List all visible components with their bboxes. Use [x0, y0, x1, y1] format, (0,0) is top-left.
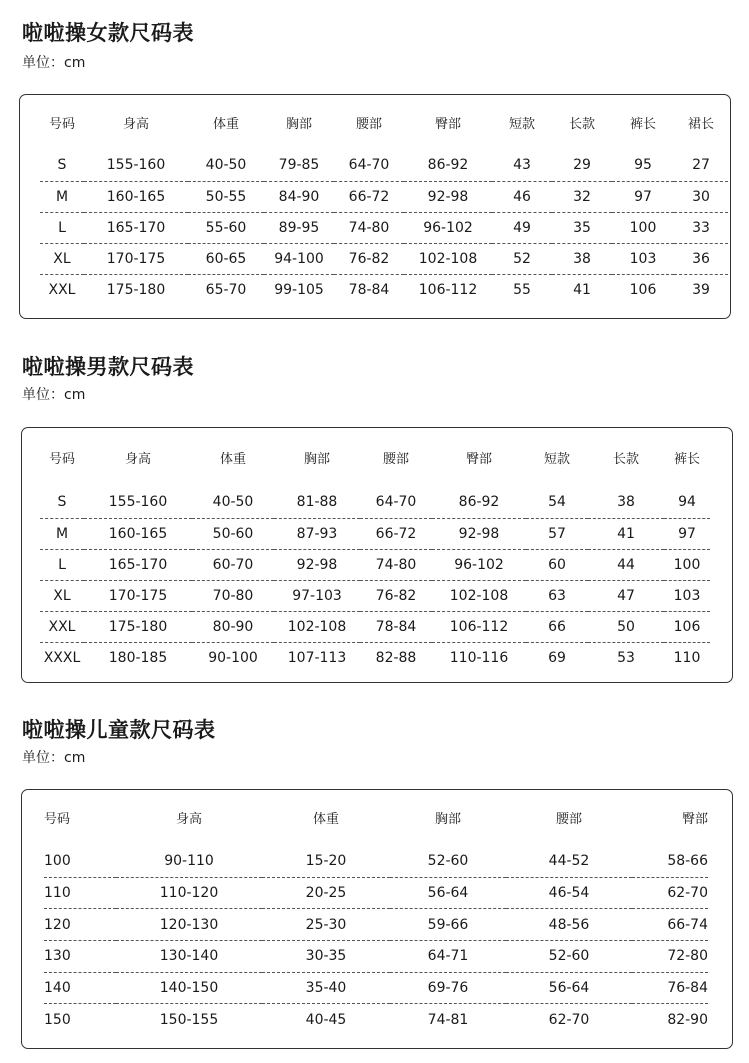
measurement-cell: 54: [548, 494, 566, 511]
measurement-cell: 74-81: [390, 1004, 506, 1036]
measurement-cell: 120-130: [116, 909, 262, 941]
measurement-cell: 55-60: [188, 212, 264, 243]
column-header: 号码: [44, 811, 71, 827]
measurement-cell: 60-70: [192, 549, 274, 580]
column-header: 腰部: [355, 116, 382, 132]
measurement-cell: 70-80: [192, 580, 274, 611]
kids-header-row: [44, 802, 708, 832]
measurement-cell: 39: [674, 274, 728, 305]
column-header: 裤长: [629, 116, 656, 132]
measurement-cell: 35-40: [262, 972, 390, 1004]
measurement-cell: 43: [513, 157, 531, 174]
size-cell: S: [57, 494, 67, 511]
measurement-cell: 38: [552, 243, 612, 274]
size-cell: M: [40, 518, 84, 549]
measurement-cell: 50-55: [188, 181, 264, 212]
measurement-cell: 94: [678, 494, 696, 511]
measurement-cell: 29: [573, 157, 591, 174]
column-header: 号码: [48, 116, 75, 132]
measurement-cell: 102-108: [404, 243, 492, 274]
measurement-cell: 99-105: [264, 274, 334, 305]
measurement-cell: 92-98: [432, 518, 526, 549]
women-unit-label: 单位：cm: [22, 55, 86, 71]
measurement-cell: 66: [526, 611, 588, 642]
measurement-cell: 36: [674, 243, 728, 274]
table-row: [40, 212, 728, 243]
measurement-cell: 106: [664, 611, 710, 642]
men-unit-label: 单位：cm: [22, 387, 86, 403]
table-row: [40, 138, 728, 181]
measurement-cell: 97: [664, 518, 710, 549]
measurement-cell: 82-88: [360, 642, 432, 673]
size-cell: S: [57, 157, 67, 174]
table-row: [44, 909, 708, 941]
measurement-cell: 60-65: [188, 243, 264, 274]
measurement-cell: 102-108: [274, 611, 360, 642]
measurement-cell: 47: [588, 580, 664, 611]
measurement-cell: 52-60: [427, 852, 469, 869]
table-row: [44, 940, 708, 972]
column-header: 体重: [219, 451, 246, 467]
measurement-cell: 86-92: [458, 494, 500, 511]
measurement-cell: 165-170: [84, 212, 188, 243]
column-header: 裙长: [687, 116, 714, 132]
table-row: [40, 580, 710, 611]
measurement-cell: 66-72: [360, 518, 432, 549]
measurement-cell: 74-80: [334, 212, 404, 243]
measurement-cell: 175-180: [84, 611, 192, 642]
measurement-cell: 106: [612, 274, 674, 305]
measurement-cell: 92-98: [404, 181, 492, 212]
measurement-cell: 103: [664, 580, 710, 611]
measurement-cell: 66-74: [632, 909, 708, 941]
measurement-cell: 44-52: [548, 852, 590, 869]
measurement-cell: 20-25: [262, 877, 390, 909]
measurement-cell: 27: [692, 157, 710, 174]
column-header: 身高: [124, 451, 151, 467]
column-header: 号码: [48, 451, 75, 467]
size-cell: 110: [44, 877, 116, 909]
column-header: 长款: [568, 116, 595, 132]
men-size-table: [40, 442, 710, 673]
column-header: 体重: [212, 116, 239, 132]
measurement-cell: 69: [526, 642, 588, 673]
column-header: 臀部: [681, 811, 708, 827]
column-header: 腰部: [382, 451, 409, 467]
measurement-cell: 50: [588, 611, 664, 642]
measurement-cell: 110: [664, 642, 710, 673]
kids-size-chart-title: 啦啦操儿童款尺码表: [22, 718, 216, 742]
table-row: [40, 518, 710, 549]
measurement-cell: 15-20: [305, 852, 347, 869]
measurement-cell: 107-113: [274, 642, 360, 673]
measurement-cell: 46: [492, 181, 552, 212]
kids-unit-label: 单位：cm: [22, 750, 86, 766]
measurement-cell: 40-50: [212, 494, 254, 511]
column-header: 胸部: [285, 116, 312, 132]
column-header: 短款: [508, 116, 535, 132]
size-cell: XXL: [40, 274, 84, 305]
measurement-cell: 81-88: [296, 494, 338, 511]
measurement-cell: 175-180: [84, 274, 188, 305]
column-header: 短款: [543, 451, 570, 467]
measurement-cell: 40-45: [262, 1004, 390, 1036]
measurement-cell: 100: [664, 549, 710, 580]
measurement-cell: 84-90: [264, 181, 334, 212]
measurement-cell: 106-112: [404, 274, 492, 305]
column-header: 臀部: [434, 116, 461, 132]
measurement-cell: 90-110: [164, 852, 214, 869]
measurement-cell: 86-92: [427, 157, 469, 174]
men-size-chart-title: 啦啦操男款尺码表: [22, 355, 194, 379]
women-size-table: [40, 106, 728, 305]
column-header: 身高: [175, 811, 202, 827]
measurement-cell: 57: [526, 518, 588, 549]
measurement-cell: 80-90: [192, 611, 274, 642]
measurement-cell: 63: [526, 580, 588, 611]
measurement-cell: 33: [674, 212, 728, 243]
table-row: [44, 972, 708, 1004]
measurement-cell: 41: [552, 274, 612, 305]
size-cell: M: [40, 181, 84, 212]
measurement-cell: 74-80: [360, 549, 432, 580]
measurement-cell: 40-50: [205, 157, 247, 174]
table-row: [44, 1004, 708, 1036]
measurement-cell: 64-70: [375, 494, 417, 511]
size-cell: L: [40, 212, 84, 243]
column-header: 腰部: [555, 811, 582, 827]
measurement-cell: 48-56: [506, 909, 632, 941]
measurement-cell: 155-160: [108, 494, 168, 511]
measurement-cell: 35: [552, 212, 612, 243]
size-cell: 130: [44, 940, 116, 972]
measurement-cell: 78-84: [360, 611, 432, 642]
measurement-cell: 65-70: [188, 274, 264, 305]
measurement-cell: 25-30: [262, 909, 390, 941]
measurement-cell: 76-82: [334, 243, 404, 274]
measurement-cell: 44: [588, 549, 664, 580]
measurement-cell: 96-102: [404, 212, 492, 243]
measurement-cell: 62-70: [506, 1004, 632, 1036]
measurement-cell: 59-66: [390, 909, 506, 941]
measurement-cell: 102-108: [432, 580, 526, 611]
measurement-cell: 170-175: [84, 580, 192, 611]
table-row: [44, 877, 708, 909]
table-row: [40, 549, 710, 580]
column-header: 胸部: [434, 811, 461, 827]
measurement-cell: 106-112: [432, 611, 526, 642]
measurement-cell: 140-150: [116, 972, 262, 1004]
table-row: [40, 642, 710, 673]
measurement-cell: 160-165: [84, 181, 188, 212]
measurement-cell: 160-165: [84, 518, 192, 549]
measurement-cell: 69-76: [390, 972, 506, 1004]
measurement-cell: 52-60: [506, 940, 632, 972]
size-cell: L: [40, 549, 84, 580]
measurement-cell: 62-70: [632, 877, 708, 909]
measurement-cell: 64-71: [390, 940, 506, 972]
measurement-cell: 58-66: [667, 852, 708, 869]
measurement-cell: 38: [617, 494, 635, 511]
column-header: 身高: [122, 116, 149, 132]
measurement-cell: 66-72: [334, 181, 404, 212]
size-cell: 120: [44, 909, 116, 941]
women-header-row: [40, 106, 728, 138]
column-header: 胸部: [303, 451, 330, 467]
measurement-cell: 103: [612, 243, 674, 274]
measurement-cell: 97-103: [274, 580, 360, 611]
measurement-cell: 50-60: [192, 518, 274, 549]
table-row: [40, 472, 710, 518]
measurement-cell: 130-140: [116, 940, 262, 972]
size-cell: XXL: [40, 611, 84, 642]
measurement-cell: 53: [588, 642, 664, 673]
column-header: 长款: [612, 451, 639, 467]
measurement-cell: 94-100: [264, 243, 334, 274]
size-cell: XL: [40, 243, 84, 274]
measurement-cell: 78-84: [334, 274, 404, 305]
column-header: 臀部: [465, 451, 492, 467]
table-row: [40, 181, 728, 212]
measurement-cell: 90-100: [192, 642, 274, 673]
women-size-chart-title: 啦啦操女款尺码表: [22, 21, 194, 45]
table-row: [40, 274, 728, 305]
measurement-cell: 180-185: [84, 642, 192, 673]
measurement-cell: 92-98: [274, 549, 360, 580]
size-cell: 150: [44, 1004, 116, 1036]
measurement-cell: 56-64: [390, 877, 506, 909]
measurement-cell: 110-116: [432, 642, 526, 673]
measurement-cell: 64-70: [348, 157, 390, 174]
measurement-cell: 96-102: [432, 549, 526, 580]
table-row: [40, 243, 728, 274]
measurement-cell: 30-35: [262, 940, 390, 972]
measurement-cell: 46-54: [506, 877, 632, 909]
men-header-row: [40, 442, 710, 472]
measurement-cell: 60: [526, 549, 588, 580]
column-header: 裤长: [673, 451, 700, 467]
measurement-cell: 150-155: [116, 1004, 262, 1036]
column-header: 体重: [312, 811, 339, 827]
measurement-cell: 79-85: [278, 157, 320, 174]
measurement-cell: 55: [492, 274, 552, 305]
measurement-cell: 30: [674, 181, 728, 212]
size-cell: 140: [44, 972, 116, 1004]
kids-size-table: [44, 802, 708, 1035]
measurement-cell: 41: [588, 518, 664, 549]
measurement-cell: 76-84: [632, 972, 708, 1004]
measurement-cell: 100: [612, 212, 674, 243]
measurement-cell: 32: [552, 181, 612, 212]
measurement-cell: 87-93: [274, 518, 360, 549]
measurement-cell: 97: [612, 181, 674, 212]
measurement-cell: 110-120: [116, 877, 262, 909]
size-cell: XXXL: [40, 642, 84, 673]
measurement-cell: 95: [634, 157, 652, 174]
measurement-cell: 170-175: [84, 243, 188, 274]
measurement-cell: 49: [492, 212, 552, 243]
measurement-cell: 165-170: [84, 549, 192, 580]
measurement-cell: 56-64: [506, 972, 632, 1004]
measurement-cell: 76-82: [360, 580, 432, 611]
size-cell: 100: [44, 852, 71, 869]
measurement-cell: 89-95: [264, 212, 334, 243]
table-row: [44, 832, 708, 877]
measurement-cell: 155-160: [106, 157, 166, 174]
measurement-cell: 72-80: [632, 940, 708, 972]
size-cell: XL: [40, 580, 84, 611]
table-row: [40, 611, 710, 642]
measurement-cell: 82-90: [632, 1004, 708, 1036]
measurement-cell: 52: [492, 243, 552, 274]
